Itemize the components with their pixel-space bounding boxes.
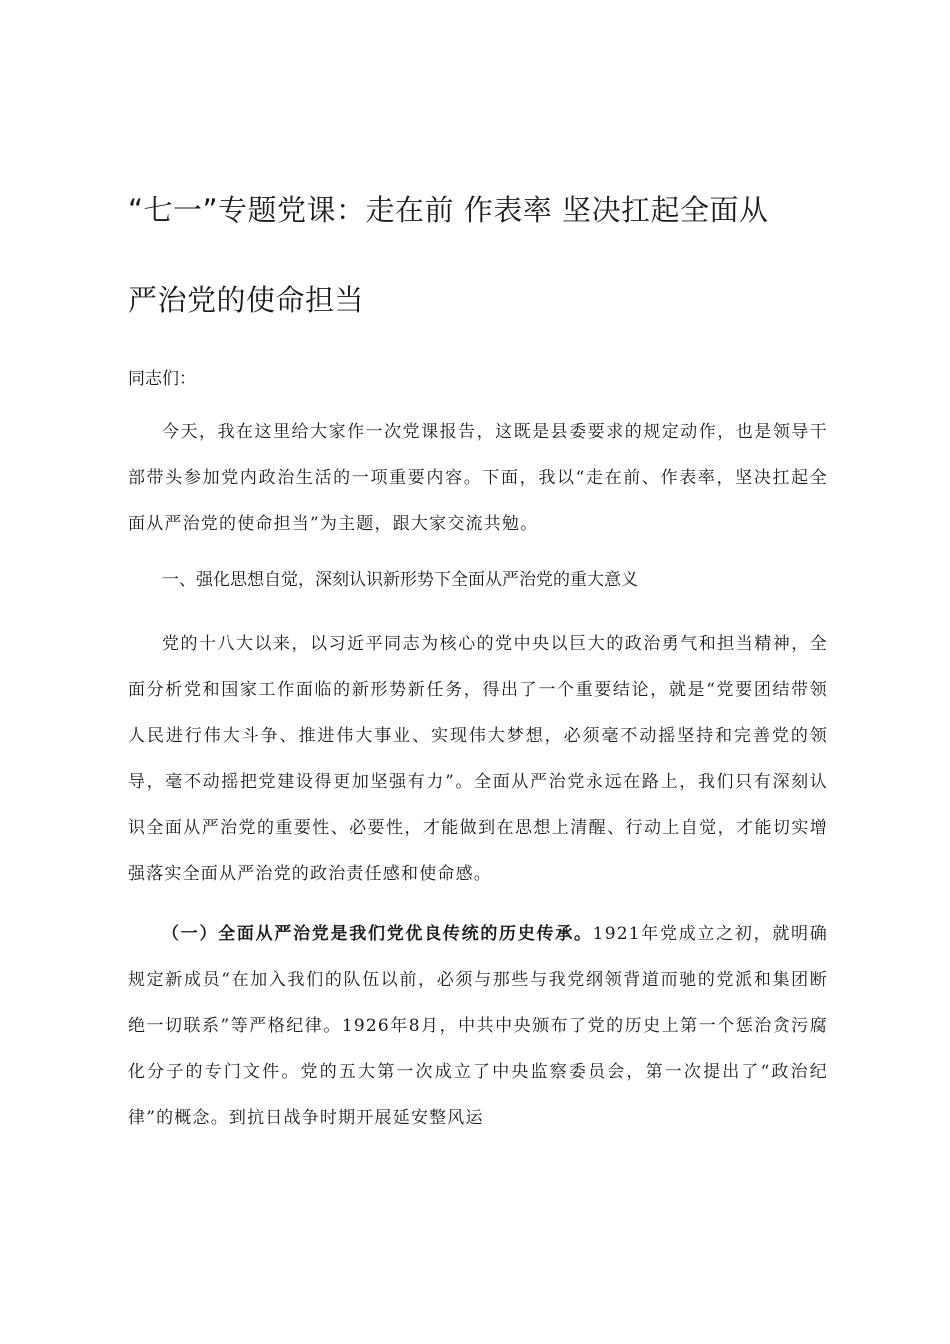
document-page — [128, 165, 828, 1141]
document-title — [128, 165, 828, 345]
intro-paragraph: 今天，我在这里给大家作一次党课报告，这既是县委要求的规定动作，也是领导干部带头参加党内政治生活的一项重要内容。下面，我以“走在前、作表率，坚决扛起全面从严治党的使命担当”为主题，跟大家交流共勉。 — [128, 422, 828, 534]
subsection-1-lead: （一）全面从严治党是我们党优良传统的历史传承。 — [162, 924, 593, 944]
title-line-2: 严治党的使命担当 — [128, 283, 365, 317]
subsection-1-paragraph — [128, 911, 828, 1141]
salutation: 同志们： — [128, 369, 196, 389]
title-line-1: “七一”专题党课：走在前 作表率 坚决扛起全面从 — [128, 193, 769, 227]
subsection-1-text: 1921年党成立之初，就明确规定新成员“在加入我们的队伍以前，必须与那些与我党纲领背道而驰的党派和集团断绝一切联系”等严格纪律。1926年8月，中共中央颁布了党的历史上第一个惩治贪污腐化分子的专门文件。党的五大第一次成立了中央监察委员会，第一次提出了“政治纪律”的概念。到抗日战争时期开展延安整风运 — [128, 924, 828, 1128]
section-1-heading: 一、强化思想自觉，深刻认识新形势下全面从严治党的重大意义 — [162, 570, 638, 590]
section-1-paragraph: 党的十八大以来，以习近平同志为核心的党中央以巨大的政治勇气和担当精神，全面分析党和国家工作面临的新形势新任务，得出了一个重要结论，就是“党要团结带领人民进行伟大斗争、推进伟大事业、实现伟大梦想，必须毫不动摇坚持和完善党的领导，毫不动摇把党建设得更加坚强有力”。全面从严治党永远在路上，我们只有深刻认识全面从严治党的重要性、必要性，才能做到在思想上清醒、行动上自觉，才能切实增强落实全面从严治党的政治责任感和使命感。 — [128, 634, 828, 884]
